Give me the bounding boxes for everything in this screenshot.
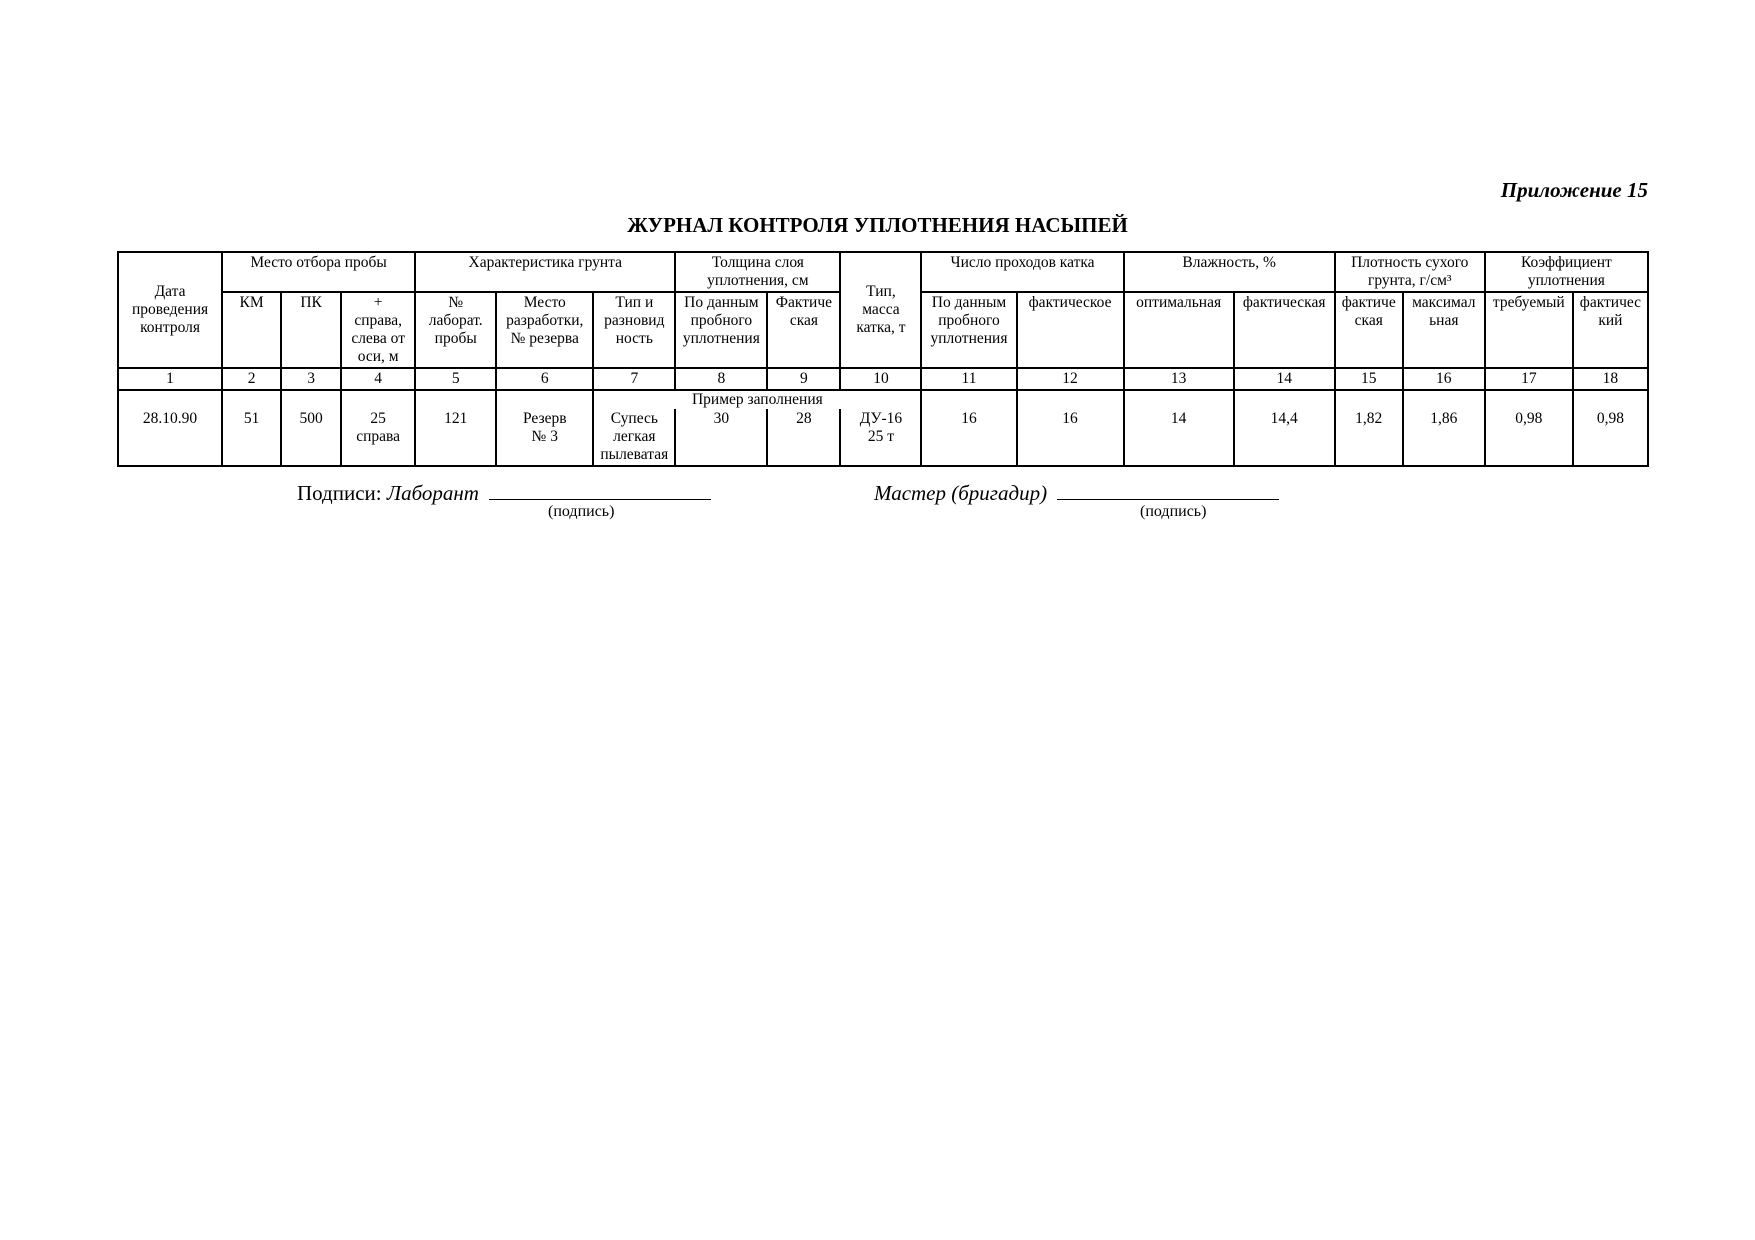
example-thickness-actual: 28 [767, 409, 840, 466]
master-signature-line [1057, 481, 1279, 500]
column-number: 3 [281, 368, 341, 390]
example-km: 51 [222, 390, 281, 466]
column-number: 1 [118, 368, 222, 390]
subheader-pk: ПК [281, 292, 341, 368]
example-pk: 500 [281, 390, 341, 466]
master-signature-caption: (подпись) [1140, 503, 1207, 520]
column-number: 9 [767, 368, 840, 390]
example-soil-type: Супесь легкая пылеватая [593, 409, 675, 466]
header-roller-passes: Число проходов катка [921, 252, 1123, 292]
column-number: 15 [1335, 368, 1403, 390]
example-passes-actual: 16 [1017, 390, 1124, 466]
column-number: 16 [1403, 368, 1485, 390]
subheader-thickness-trial: По данным пробного уплотнения [675, 292, 767, 368]
subheader-passes-trial: По данным пробного уплотнения [921, 292, 1016, 368]
header-soil-characteristics: Характеристика грунта [415, 252, 675, 292]
column-number: 18 [1573, 368, 1648, 390]
column-number: 4 [341, 368, 415, 390]
column-numbers-row [118, 368, 1648, 390]
example-moisture-actual: 14,4 [1234, 390, 1335, 466]
header-roller: Тип, масса катка, т [840, 252, 921, 368]
header-row-groups [118, 252, 1648, 292]
example-thickness-trial: 30 [675, 409, 767, 466]
subheader-soil-type: Тип и разновид ность [593, 292, 675, 368]
column-number: 14 [1234, 368, 1335, 390]
example-roller: ДУ-16 25 т [840, 409, 921, 466]
example-coef-actual: 0,98 [1573, 390, 1648, 466]
example-density-max: 1,86 [1403, 390, 1485, 466]
subheader-density-actual: фактиче ская [1335, 292, 1403, 368]
subheader-lab-no: № лаборат. пробы [415, 292, 496, 368]
column-number: 6 [496, 368, 593, 390]
example-lab-no: 121 [415, 390, 496, 466]
compaction-journal-table [117, 251, 1649, 467]
subheader-density-max: максимал ьная [1403, 292, 1485, 368]
header-compaction-coefficient: Коэффициент уплотнения [1485, 252, 1648, 292]
header-date: Дата проведения контроля [118, 252, 222, 368]
example-density-actual: 1,82 [1335, 390, 1403, 466]
column-number: 10 [840, 368, 921, 390]
header-dry-density: Плотность сухого грунта, г/см³ [1335, 252, 1485, 292]
example-caption-row [118, 390, 1648, 409]
master-role: Мастер (бригадир) [874, 481, 1048, 505]
column-number: 5 [415, 368, 496, 390]
subheader-moisture-optimal: оптимальная [1124, 292, 1234, 368]
subheader-offset: + справа, слева от оси, м [341, 292, 415, 368]
example-moisture-optimal: 14 [1124, 390, 1234, 466]
subheader-passes-actual: фактическое [1017, 292, 1124, 368]
example-passes-trial: 16 [921, 390, 1016, 466]
example-date: 28.10.90 [118, 390, 222, 466]
subheader-quarry: Место разработки, № резерва [496, 292, 593, 368]
document-title: ЖУРНАЛ КОНТРОЛЯ УПЛОТНЕНИЯ НАСЫПЕЙ [627, 213, 1128, 237]
appendix-label: Приложение 15 [1500, 178, 1648, 202]
column-number: 11 [921, 368, 1016, 390]
subheader-coef-actual: фактичес кий [1573, 292, 1648, 368]
header-layer-thickness: Толщина слоя уплотнения, см [675, 252, 840, 292]
example-coef-required: 0,98 [1485, 390, 1573, 466]
signature-lab [297, 481, 711, 506]
signatures-prefix: Подписи: [297, 481, 382, 505]
column-number: 8 [675, 368, 767, 390]
column-number: 17 [1485, 368, 1573, 390]
signature-master [874, 481, 1279, 506]
subheader-coef-required: требуемый [1485, 292, 1573, 368]
subheader-moisture-actual: фактическая [1234, 292, 1335, 368]
example-offset: 25 справа [341, 390, 415, 466]
column-number: 7 [593, 368, 675, 390]
lab-role: Лаборант [386, 481, 479, 505]
column-number: 12 [1017, 368, 1124, 390]
example-quarry: Резерв № 3 [496, 390, 593, 466]
header-moisture: Влажность, % [1124, 252, 1335, 292]
header-sampling-place: Место отбора пробы [222, 252, 415, 292]
example-caption: Пример заполнения [593, 390, 921, 409]
subheader-km: КМ [222, 292, 281, 368]
column-number: 2 [222, 368, 281, 390]
subheader-thickness-actual: Фактиче ская [767, 292, 840, 368]
lab-signature-line [489, 481, 711, 500]
lab-signature-caption: (подпись) [548, 503, 615, 520]
column-number: 13 [1124, 368, 1234, 390]
